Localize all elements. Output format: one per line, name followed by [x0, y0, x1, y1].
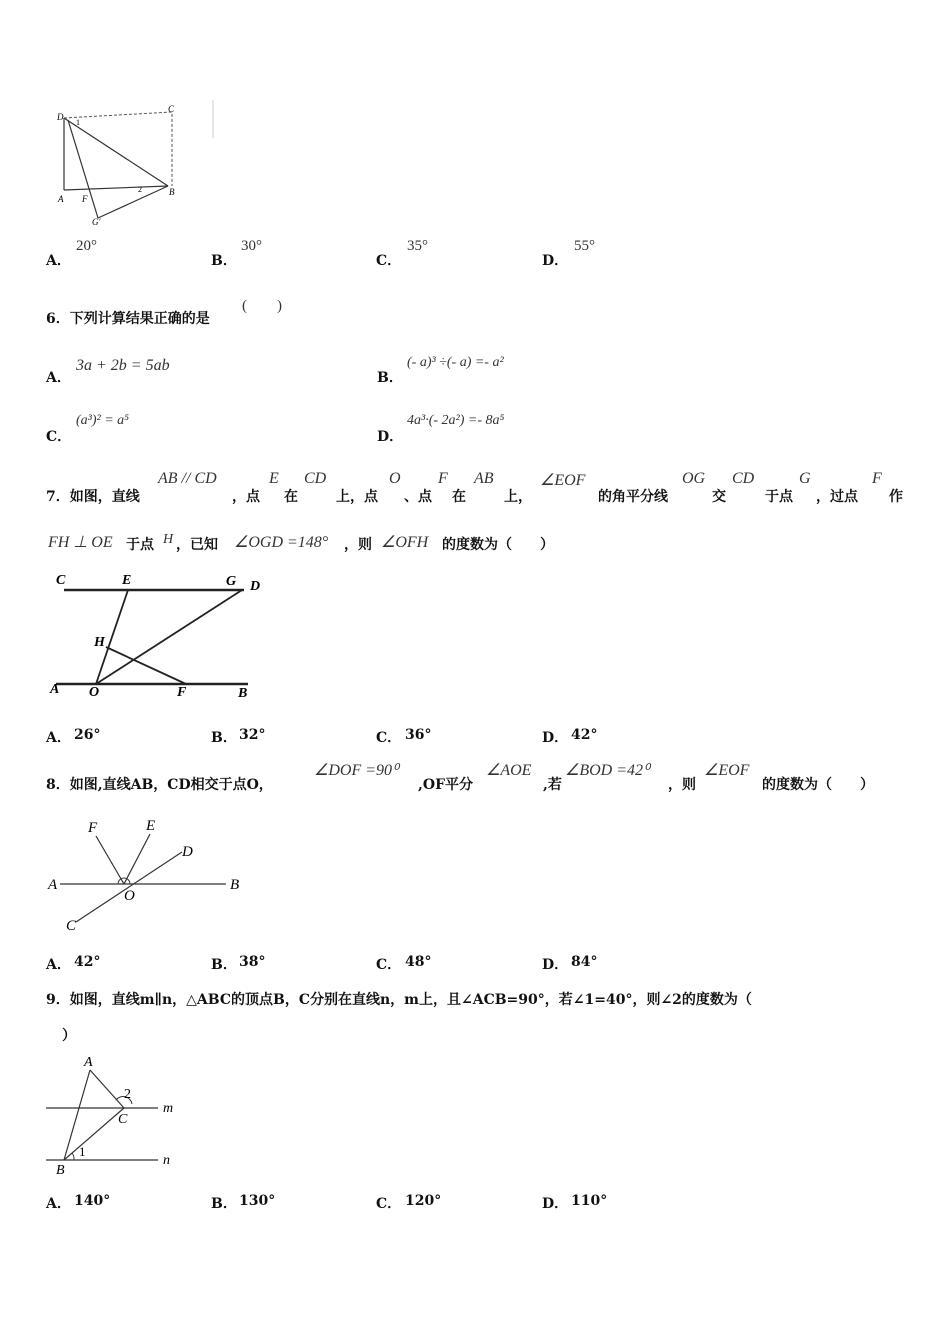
q7-label-f: F [177, 685, 187, 700]
q6-opt-c-letter: C． [46, 429, 72, 445]
q5-label-f: F [82, 194, 88, 204]
q8-opt-b-value: 38° [239, 954, 266, 970]
q5-options [46, 238, 746, 268]
q9-stem-line2: ） [62, 1028, 76, 1044]
q9-label-n: n [163, 1153, 170, 1168]
q9-label-1: 1 [79, 1144, 86, 1159]
q5-opt-a-value: 20° [76, 238, 97, 254]
q7-text-6: 在 [452, 489, 466, 505]
q9-label-b: B [56, 1163, 65, 1178]
q7-opt-a-letter: A． [46, 730, 71, 746]
q7-text-16: 的度数为（ ） [442, 537, 554, 553]
q7-opt-c-letter: C． [376, 730, 402, 746]
q8-math-dof: ∠DOF =90⁰ [314, 762, 399, 779]
q7-math-o: O [389, 470, 401, 487]
q8-opt-d-letter: D． [542, 957, 569, 973]
q7-math-f2: F [872, 470, 882, 487]
q7-text-15: ，则 [344, 537, 372, 553]
q7-math-ogd: ∠OGD =148° [234, 534, 329, 551]
q7-math-g: G [799, 470, 811, 487]
q8-options [46, 954, 746, 974]
q7-label-h: H [94, 635, 105, 650]
q8-opt-c-letter: C． [376, 957, 402, 973]
q8-text-3: ,若 [543, 777, 562, 793]
q7-label-o: O [89, 685, 100, 700]
q5-label-d: D [57, 112, 64, 122]
q7-math-h: H [163, 532, 174, 547]
q8-opt-c-value: 48° [405, 954, 432, 970]
q5-opt-d-value: 55° [574, 238, 595, 254]
q7-text-13: 于点 [126, 537, 154, 553]
q8-text-4: ，则 [668, 777, 696, 793]
q9-opt-d-letter: D． [542, 1196, 569, 1212]
q9-opt-b-value: 130° [239, 1193, 276, 1209]
q5-opt-c-letter: C． [376, 253, 402, 269]
q8-opt-b-letter: B． [211, 957, 237, 973]
q8-label-c: C [66, 918, 77, 934]
q7-label-c: C [56, 573, 66, 588]
q7-math-eof: ∠EOF [540, 472, 586, 489]
q7-math-fh: FH ⊥ OE [48, 534, 113, 551]
q7-math-e: E [269, 470, 279, 487]
q7-figure [46, 568, 286, 703]
q7-opt-b-value: 32° [239, 727, 266, 743]
q7-line2 [48, 532, 748, 556]
q7-opt-d-letter: D． [542, 730, 569, 746]
q9-figure [44, 1050, 194, 1178]
q7-label-e: E [122, 573, 132, 588]
q6-paren: ( ) [242, 298, 282, 314]
q7-opt-c-value: 36° [405, 727, 432, 743]
q9-opt-c-value: 120° [405, 1193, 442, 1209]
q6-opt-b-letter: B． [377, 370, 403, 386]
q5-opt-d-letter: D． [542, 253, 569, 269]
q7-options [46, 727, 746, 747]
q7-math-ofh: ∠OFH [381, 534, 429, 551]
q5-opt-b-letter: B． [211, 253, 237, 269]
q9-opt-a-letter: A． [46, 1196, 71, 1212]
q7-text-1: 7．如图，直线 [46, 489, 140, 505]
q8-figure [46, 814, 256, 934]
q7-math-og: OG [682, 470, 706, 487]
q5-opt-a-letter: A． [46, 253, 71, 269]
q5-label-a: A [58, 194, 64, 204]
q9-stem-line1: 9．如图，直线m∥n，△ABC的顶点B，C分别在直线n，m上，且∠ACB=90°，若∠1=40°，则∠2的度数为（ [46, 992, 752, 1008]
q7-line1 [46, 470, 926, 506]
q8-label-f: F [88, 820, 98, 836]
q6-options [46, 355, 746, 445]
q9-opt-a-value: 140° [74, 1193, 111, 1209]
q6-opt-d-letter: D． [377, 429, 404, 445]
q9-label-a: A [84, 1055, 93, 1070]
q8-label-b: B [230, 877, 240, 893]
q8-opt-a-letter: A． [46, 957, 71, 973]
q9-label-2: 2 [124, 1087, 131, 1102]
q7-text-9: 交 [712, 489, 726, 505]
q9-label-m: m [163, 1101, 174, 1116]
q5-opt-b-value: 30° [241, 238, 262, 254]
q6-opt-c-expr: (a³)² = a⁵ [76, 413, 130, 428]
q7-math-cd: CD [304, 470, 327, 487]
q8-label-o: O [124, 888, 135, 904]
q7-label-b: B [238, 686, 248, 701]
q8-math-eof: ∠EOF [704, 762, 750, 779]
q6-opt-d-expr: 4a³·(- 2a²) =- 8a⁵ [407, 413, 505, 428]
q9-options [46, 1193, 746, 1213]
q9-label-c: C [118, 1112, 128, 1127]
q7-label-d: D [250, 579, 261, 594]
q8-label-a: A [48, 877, 58, 893]
q5-label-c: C [168, 104, 175, 114]
q7-math-f: F [438, 470, 448, 487]
q7-math-cd2: CD [732, 470, 755, 487]
q7-text-5: 、点 [404, 489, 432, 505]
q9-opt-b-letter: B． [211, 1196, 237, 1212]
q7-text-4: 上，点 [336, 489, 378, 505]
q7-opt-d-value: 42° [571, 727, 598, 743]
q7-text-7: 上， [504, 489, 532, 505]
q5-label-1: 1 [76, 118, 80, 127]
q8-opt-d-value: 84° [571, 954, 598, 970]
q6-stem [46, 294, 446, 327]
q7-text-14: ，已知 [176, 537, 218, 553]
q8-label-d: D [182, 844, 193, 860]
q7-math-ab: AB [474, 470, 494, 487]
q6-opt-a-expr: 3a + 2b = 5ab [76, 357, 170, 374]
q8-math-bod: ∠BOD =42⁰ [565, 762, 650, 779]
q6-opt-a-letter: A． [46, 370, 71, 386]
q5-label-b: B [169, 187, 175, 197]
q9-opt-c-letter: C． [376, 1196, 402, 1212]
q8-opt-a-value: 42° [74, 954, 101, 970]
q8-math-aoe: ∠AOE [486, 762, 532, 779]
q9-opt-d-value: 110° [571, 1193, 608, 1209]
q8-label-e: E [146, 818, 156, 834]
q8-text-5: 的度数为（ ） [762, 777, 874, 793]
q7-text-3: 在 [284, 489, 298, 505]
q7-opt-a-value: 26° [74, 727, 101, 743]
q8-stem [46, 760, 926, 796]
q5-label-g: G' [92, 217, 101, 227]
q7-label-g: G [226, 574, 237, 589]
q7-math-ab-cd: AB // CD [158, 470, 217, 487]
q7-label-a: A [50, 682, 60, 697]
q7-text-11: ，过点 [816, 489, 858, 505]
q6-stem-text: 6．下列计算结果正确的是 [46, 311, 210, 327]
q7-text-10: 于点 [765, 489, 793, 505]
q7-opt-b-letter: B． [211, 730, 237, 746]
q6-opt-b-expr: (- a)³ ÷(- a) =- a² [407, 355, 504, 370]
q5-figure [50, 98, 225, 228]
q7-text-2: ，点 [232, 489, 260, 505]
q5-opt-c-value: 35° [407, 238, 428, 254]
q8-text-1: 8．如图,直线AB，CD相交于点O， [46, 777, 273, 793]
q7-text-12: 作 [889, 489, 903, 505]
q5-label-2: 2 [138, 185, 142, 194]
q8-text-2: ,OF平分 [418, 777, 474, 793]
q7-text-8: 的角平分线 [598, 489, 668, 505]
